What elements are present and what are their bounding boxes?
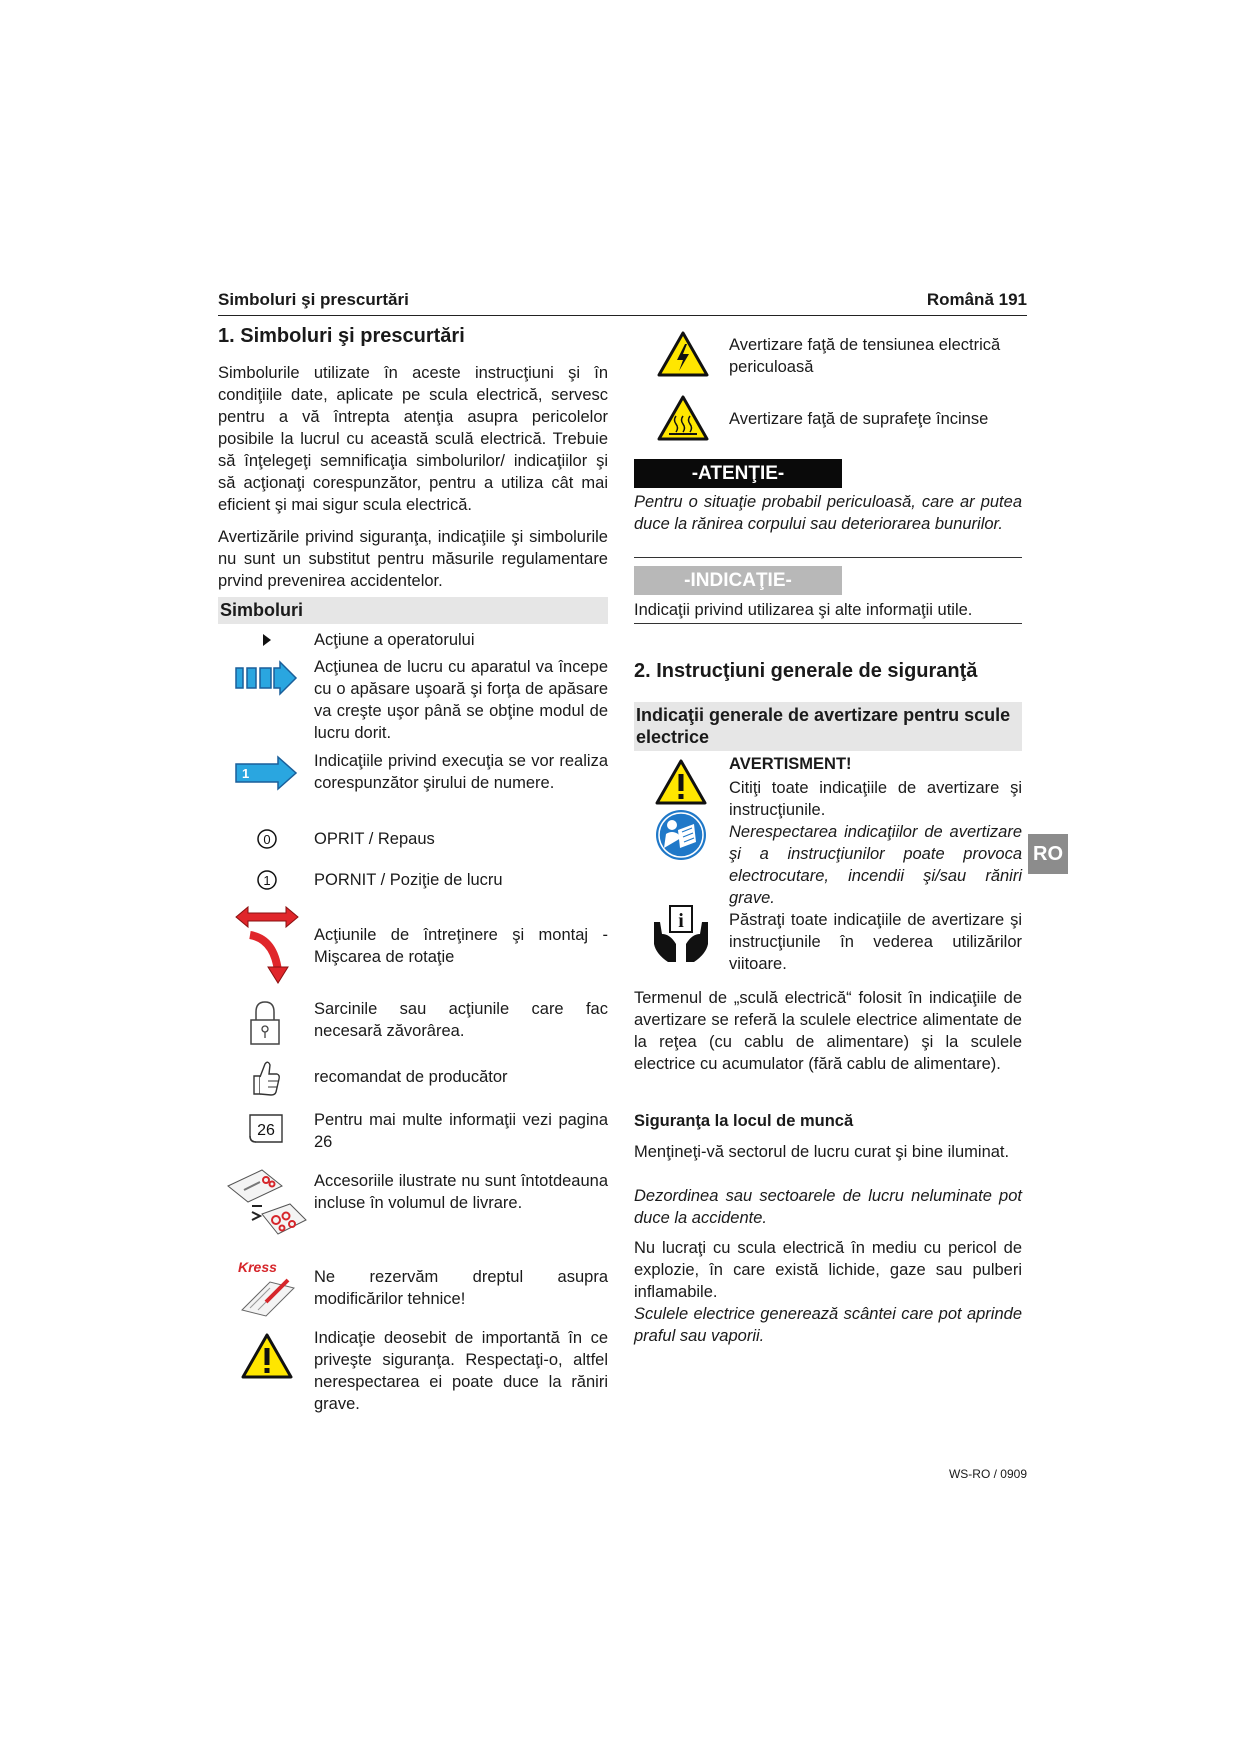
symbol-text-locking: Sarcinile sau acţiunile care fac necesară zăvorârea. (314, 1000, 608, 1040)
symbol-text-accessories: Accesoriile ilustrate nu sunt întotdeauna incluse în volumul de livrare. (314, 1172, 608, 1212)
kress-logo-icon (236, 1258, 302, 1327)
symbol-text-numbered-steps: Indicaţiile privind execuţia se vor realiza corespunzător şirului de numere. (314, 752, 608, 792)
general-warning-icon (654, 758, 708, 811)
off-zero-icon (256, 828, 278, 855)
thumbs-up-icon (250, 1058, 282, 1103)
svg-text:i: i (678, 910, 684, 932)
atentie-banner: -ATENŢIE- (634, 459, 842, 488)
avertisment-read-instructions: Citiţi toate indicaţiile de avertizare şi instrucţiunile. (729, 779, 1022, 819)
language-tab: RO (1028, 834, 1068, 874)
warning-triangle-icon (240, 1332, 294, 1385)
movement-arrows-icon (234, 905, 300, 990)
indicatie-rule (634, 623, 1022, 624)
symbol-text-on: PORNIT / Poziţie de lucru (314, 871, 503, 889)
atentie-text: Pentru o situaţie probabil periculoasă, care ar putea duce la rănirea corpului sau deteriorarea bunurilor. (634, 493, 1022, 533)
section-1-title: 1. Simboluri şi prescurtări (218, 325, 465, 347)
accessories-icon (226, 1164, 308, 1249)
symbol-text-technical-changes: Ne rezervăm dreptul asupra modificărilor tehnice! (314, 1268, 608, 1308)
hot-surface-warning-icon (656, 394, 710, 447)
section-1-paragraph-1: Simbolurile utilizate în aceste instrucţiuni şi în condiţiile date, aplicate pe scula electrică, servesc pentru a vă întrepta atenţia asupra pericolelor posibile la lucrul cu această sculă electrică. Trebuie să înţelegeţi semnificaţia simbolurilor/ indicaţiilor şi să acţionaţi corespunzător, pentru a utiliza cât mai eficient şi mai sigur scula electrică. (218, 364, 608, 514)
section-1-paragraph-2: Avertizările privind siguranţa, indicaţiile şi simbolurile nu sunt un substitut pentru măsurile regulamentare prvind prevenirea accidentelor. (218, 528, 608, 590)
workplace-clean-text: Menţineţi-vă sectorul de lucru curat şi bine iluminat. (634, 1143, 1010, 1161)
off-zero-label: 0 (263, 832, 271, 847)
section-2-title: 2. Instrucţiuni generale de siguranţă (634, 660, 978, 682)
book-page-label: 26 (257, 1122, 275, 1139)
header-title: Simboluri şi prescurtări (218, 290, 409, 309)
atentie-rule (634, 557, 1022, 558)
indicatie-text: Indicaţii privind utilizarea şi alte informaţii utile. (634, 601, 973, 619)
keep-instructions-icon (650, 904, 712, 971)
voltage-warning-icon (656, 330, 710, 383)
numbered-arrow-label: 1 (242, 766, 250, 781)
hot-surface-warning-text: Avertizare faţă de suprafeţe încinse (729, 410, 989, 428)
header-rule (218, 315, 1027, 316)
kress-logo-label: Kress (238, 1259, 277, 1275)
document-code: WS-RO / 0909 (948, 1467, 1027, 1481)
workplace-explosive-consequence: Sculele electrice generează scântei care pot aprinde praful sau vaporii. (634, 1305, 1022, 1345)
symbol-text-safety-note: Indicaţie deosebit de importantă în ce priveşte siguranţa. Respectaţi-o, altfel nerespectarea ei poate duce la răniri grave. (314, 1329, 608, 1413)
on-one-icon (256, 869, 278, 896)
avertisment-consequences: Nerespectarea indicaţiilor de avertizare şi a instrucţiunilor poate provoca electrocutare, incendii şi/sau răniri grave. (729, 823, 1022, 907)
power-tool-definition: Termenul de „sculă electrică“ folosit în indicaţiile de avertizare se referă la sculele electrice alimentate de la reţea (cu cablu de alimentare) şi la sculele electrice cu acumulator (fără cablu de alimentare). (634, 989, 1022, 1073)
symbol-text-more-info: Pentru mai multe informaţii vezi pagina 26 (314, 1111, 608, 1151)
general-warnings-heading: Indicaţii generale de avertizare pentru scule electrice (634, 702, 1022, 751)
avertisment-keep-instructions: Păstraţi toate indicaţiile de avertizare şi instrucţiunile în vederea utilizărilor viitoare. (729, 911, 1022, 973)
symbol-text-off: OPRIT / Repaus (314, 830, 435, 848)
avertisment-title: AVERTISMENT! (729, 755, 852, 773)
padlock-icon (248, 998, 282, 1051)
symbols-heading: Simboluri (218, 597, 608, 624)
header-page-number: Română 191 (926, 290, 1027, 309)
symbol-text-progressive-action: Acţiunea de lucru cu aparatul va începe cu o apăsare uşoară şi forţa de apăsare va creşte uşor până se obţine modul de lucru dorit. (314, 658, 608, 742)
workplace-clean-consequence: Dezordinea sau sectoarele de lucru neluminate pot duce la accidente. (634, 1187, 1022, 1227)
book-page-icon (246, 1112, 286, 1151)
numbered-arrow-icon (234, 755, 298, 796)
indicatie-banner: -INDICAŢIE- (634, 566, 842, 595)
symbol-text-maintenance: Acţiunile de întreţinere şi montaj - Mişcarea de rotaţie (314, 926, 608, 966)
symbol-text-recommended: recomandat de producător (314, 1068, 508, 1086)
progressive-arrow-icon (234, 660, 298, 701)
workplace-explosive-text: Nu lucraţi cu scula electrică în mediu cu pericol de explozie, în care există lichide, gaze sau pulberi inflamabile. (634, 1239, 1022, 1301)
voltage-warning-text: Avertizare faţă de tensiunea electrică periculoasă (729, 336, 1001, 376)
on-one-label: 1 (263, 873, 271, 888)
read-manual-icon (654, 808, 708, 867)
symbol-text-operator-action: Acţiune a operatorului (314, 631, 475, 649)
play-triangle-icon (262, 633, 272, 652)
workplace-safety-heading: Siguranţa la locul de muncă (634, 1112, 854, 1130)
